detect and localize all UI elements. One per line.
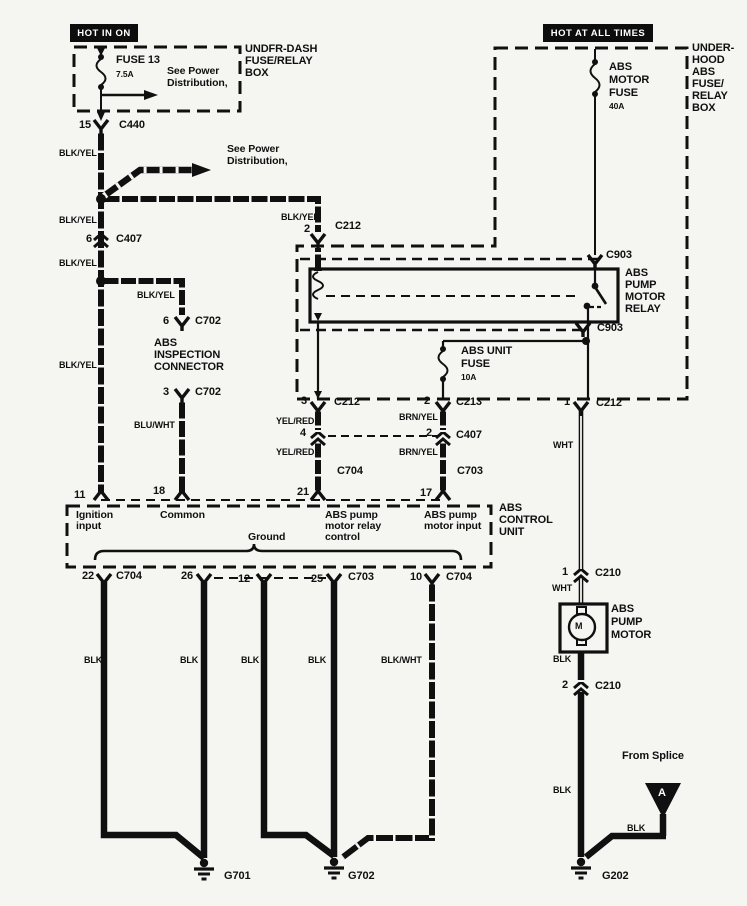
wire-label-blk-2: BLK [180,655,199,665]
ground-g701: G701 [224,870,251,882]
underhood-label-1: UNDER- [692,42,735,54]
see-power-arrow [104,163,211,196]
cu-pin-21: 21 [297,486,310,498]
cu-pin-26: 26 [181,570,194,582]
abs-motor-fuse-1: ABS [609,61,632,73]
inspection-label-3: CONNECTOR [154,361,224,373]
c213-pin: 2 [424,395,431,407]
c903-lower-id: C903 [597,322,623,334]
control-unit-name-3: UNIT [499,526,525,538]
c212-left-id: C212 [334,396,360,408]
cu-c703: C703 [348,571,374,583]
underhood-label-3: ABS [692,66,715,78]
abs-pump-motor-relay [310,262,618,322]
motor-label-3: MOTOR [611,629,652,641]
cu-ground: Ground [248,531,286,543]
see-power-note-1b: Distribution, [167,77,228,89]
c213-id: C213 [456,396,482,408]
abs-motor-fuse-3: FUSE [609,87,638,99]
c212-right-pin: 1 [564,396,571,408]
c212-right-id: C212 [596,397,622,409]
ground-g702: G702 [348,870,375,882]
wire-label-blkwht: BLK/WHT [381,655,422,665]
wire-label-bluwht: BLU/WHT [134,420,175,430]
c407-mid-pin-right: 2 [426,427,433,439]
c210-lower-id: C210 [595,680,621,692]
cu-ignition-1: Ignition [76,509,114,521]
c440-id: C440 [119,119,145,131]
wire-blkwht [343,582,432,857]
wire-label-brnyel-2: BRN/YEL [399,447,438,457]
control-unit-name-1: ABS [499,502,522,514]
c212-top-id: C212 [335,220,361,232]
wire-label-blkyel-3: BLK/YEL [59,258,97,268]
wire-label-blk-6: BLK [553,785,572,795]
abs-motor-fuse-rating: 40A [609,101,625,111]
cu-pin-22: 22 [82,570,95,582]
c210-lower-pin: 2 [562,679,569,691]
c407-mid-id: C407 [456,429,482,441]
c440-pin: 15 [79,119,92,131]
c407-trunk-id: C407 [116,233,142,245]
wire-label-blk-3: BLK [241,655,260,665]
ground-brace [95,544,461,560]
underhood-label-5: RELAY [692,90,728,102]
wire-label-blk-7: BLK [627,823,646,833]
fuse13-name: FUSE 13 [116,54,160,66]
inspection-label-1: ABS [154,337,177,349]
hot-at-all-times-banner: HOT AT ALL TIMES [543,24,653,42]
wire-label-blk-5: BLK [553,654,572,664]
abs-motor-fuse-symbol [591,49,600,255]
c702-lower-pin: 3 [163,386,170,398]
abs-unit-fuse-rating: 10A [461,372,477,382]
cu-pin-25: 25 [311,573,324,585]
wire-label-yelred-2: YEL/RED [276,447,315,457]
c210-upper-pin: 1 [562,566,569,578]
motor-label-1: ABS [611,603,634,615]
wire-label-blk-4: BLK [308,655,327,665]
relay-output-wires [314,322,588,399]
wire-label-blkyel-2: BLK/YEL [59,215,97,225]
cu-common: Common [160,509,205,521]
see-power-note-2b: Distribution, [227,155,288,167]
relay-label-4: RELAY [625,303,661,315]
abs-pump-motor [560,604,607,652]
cu-c704a: C704 [116,570,142,582]
wire-label-brnyel-1: BRN/YEL [399,412,438,422]
cu-pin-18: 18 [153,485,166,497]
cu-pin-17: 17 [420,487,433,499]
underdash-label-3: BOX [245,67,269,79]
wire-label-blkyel-5: BLK/YEL [59,360,97,370]
underhood-label-4: FUSE/ [692,78,724,90]
see-power-note-2a: See Power [227,143,280,155]
c702-lower-id: C702 [195,386,221,398]
inspection-label-2: INSPECTION [154,349,221,361]
underhood-label-6: BOX [692,102,716,114]
cu-c704b: C704 [446,571,472,583]
c702-branch-id: C702 [195,315,221,327]
c704-mid-id: C704 [337,465,363,477]
underhood-label-2: HOOD [692,54,725,66]
c407-mid-pin-left: 4 [300,427,307,439]
fuse13-rating: 7.5A [116,69,134,79]
cu-motor-input-2: motor input [424,520,482,532]
relay-label-2: PUMP [625,279,657,291]
hot-in-on-banner: HOT IN ON [70,24,138,42]
from-splice-note: From Splice [622,750,684,762]
cu-pin-10: 10 [410,571,423,583]
c903-upper-id: C903 [606,249,632,261]
c407-trunk-pin: 6 [86,233,93,245]
c702-branch-pin: 6 [163,315,170,327]
wire-label-blkyel-6: BLK/YEL [281,212,319,222]
wire-label-blk-1: BLK [84,655,103,665]
ground-g202: G202 [602,870,629,882]
see-power-note-1a: See Power [167,65,220,77]
underdash-label-1: UNDFR-DASH [245,43,318,55]
c212-top-pin: 2 [304,223,311,235]
cu-motor-input-1: ABS pump [424,509,477,521]
underdash-label-2: FUSE/RELAY [245,55,313,67]
cu-relay-control-3: control [325,531,360,543]
wire-label-blkyel-4: BLK/YEL [137,290,175,300]
abs-unit-fuse-1: ABS UNIT [461,345,513,357]
motor-label-2: PUMP [611,616,643,628]
cu-pin-11: 11 [74,489,86,501]
cu-ignition-2: input [76,520,102,532]
wire-label-wht-2: WHT [552,583,573,593]
c210-upper-id: C210 [595,567,621,579]
cu-pin-12: 12 [238,573,251,585]
wire-label-wht-1: WHT [553,440,574,450]
ground-symbols [194,858,591,879]
relay-label-3: MOTOR [625,291,666,303]
wire-label-blkyel-1: BLK/YEL [59,148,97,158]
c703-mid-id: C703 [457,465,483,477]
cu-relay-control-1: ABS pump [325,509,378,521]
motor-m-symbol: M [575,621,583,631]
cu-relay-control-2: motor relay [325,520,382,532]
c212-left-pin: 3 [301,395,308,407]
abs-motor-fuse-2: MOTOR [609,74,650,86]
wire-label-yelred-1: YEL/RED [276,416,315,426]
control-unit-name-2: CONTROL [499,514,553,526]
relay-label-1: ABS [625,267,648,279]
splice-id: A [658,787,666,799]
abs-unit-fuse-2: FUSE [461,358,490,370]
